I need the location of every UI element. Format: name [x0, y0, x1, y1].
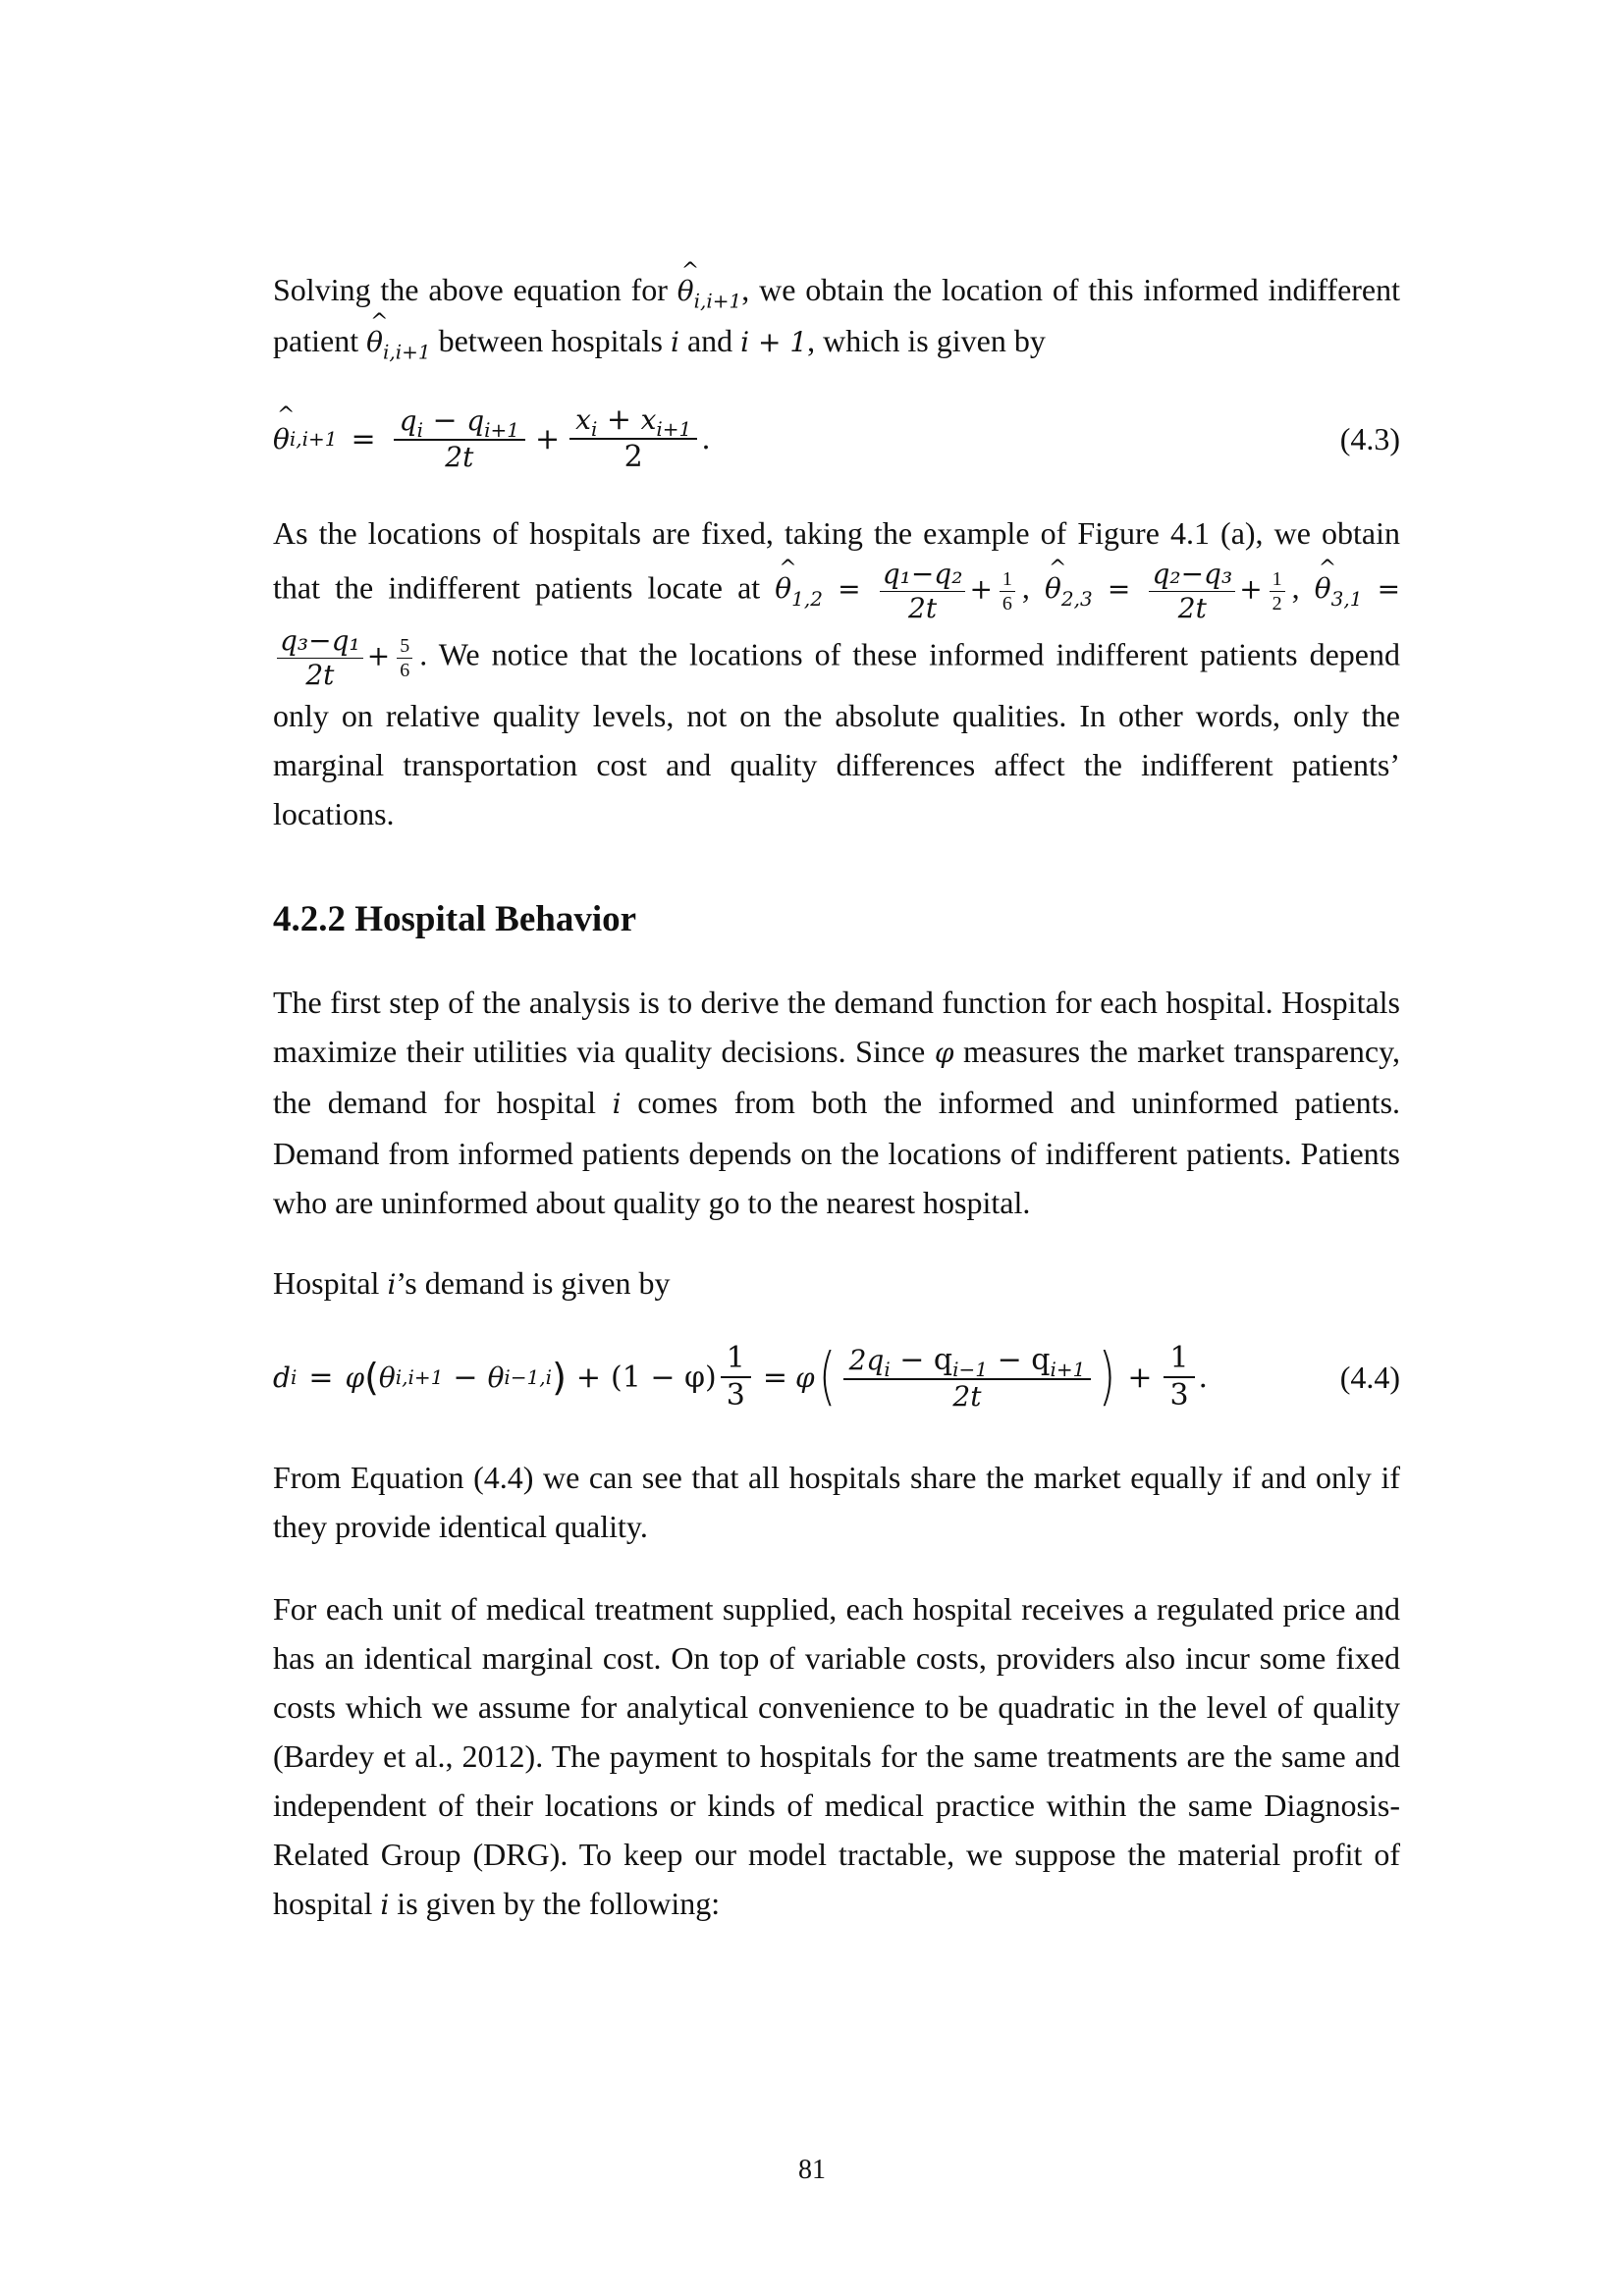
plus-sign: +	[535, 421, 561, 456]
text: and	[686, 323, 733, 358]
theta-hat: ^ θ	[273, 423, 290, 455]
text: Hospital	[273, 1265, 380, 1302]
theta-hat: ^ θ	[366, 318, 383, 367]
fraction: $\frac{\text{q₁−q₂}}{2t}$	[880, 558, 966, 624]
fraction: $\frac{\text{q₃−q₁}}{2t}$	[277, 624, 363, 691]
paragraph-5: From Equation (4.4) we can see that all hospitals share the market equally if and only if they provide identical quality.	[273, 1460, 1400, 1545]
equation-number: (4.4)	[1339, 1359, 1400, 1395]
subscript: i,i+1	[382, 340, 431, 364]
fraction: $\frac{1}{2}$	[1267, 567, 1288, 615]
subscript: i,i+1	[693, 289, 742, 313]
math-var: i	[670, 326, 679, 358]
text: between hospitals	[438, 323, 663, 358]
theta-hat: ^ θ	[775, 564, 791, 614]
math-var: i	[380, 1889, 390, 1922]
text: Solving the above equation for	[273, 272, 668, 307]
math-var: i	[387, 1268, 397, 1302]
text: As the locations of hospitals are fixed, taking the example of Figure 4.1 (a), we obtain that the indifferent patients locate at	[273, 515, 1400, 606]
text: comes from both the informed and uninformed patients. Demand from informed patients depends on the locations of indifferent patients. Patients who are uninformed about quality go to the nearest hospital.	[273, 1085, 1401, 1221]
math-var: φ	[934, 1037, 954, 1070]
text: . We notice that the locations of these informed indifferent patients depend only on relative quality levels, not on the absolute qualities. In other words, only the marginal transportation cost and quality differences affect the indifferent patients’ locations.	[273, 636, 1400, 832]
fraction-location-avg: $\frac{x_i + x_{i+1}}{2}$	[569, 402, 697, 475]
text: is given by the following:	[397, 1886, 721, 1922]
fraction: $\frac{\text{q₂−q₃}}{2t}$	[1149, 558, 1235, 624]
fraction-one-third: $\frac{1}{3}$	[1164, 1341, 1194, 1414]
equation-4-3: ^ θ i,i+1 = $\frac{q_i - q_{i+1}}{2t}$ + $\frac{x_i + x_{i+1}}{2}$ . (4.3)	[273, 385, 1400, 493]
period: .	[701, 421, 711, 456]
section-heading: 4.2.2 Hospital Behavior	[273, 899, 637, 940]
fraction: $\frac{5}{6}$	[394, 634, 415, 682]
subscript: 1,2	[791, 586, 823, 611]
subscript: 3,1	[1330, 586, 1363, 611]
equals-sign: =	[351, 421, 376, 456]
text: , we obtain the location of this informed indifferent patient	[273, 272, 1401, 358]
text: For each unit of medical treatment supplied, each hospital receives a regulated price and has an identical marginal cost. On top of variable costs, providers also incur some fixed costs which we assume for analytical convenience to be quadratic in the level of quality (Bardey et al., 2012). The payment to hospitals for the same treatments are the same and independent of their locations or kinds of medical practice within the same Diagnosis-Related Group (DRG). To keep our model tractable, we suppose the material profit of hospital	[273, 1591, 1400, 1922]
theta-hat: ^ θ	[677, 267, 694, 316]
paragraph-3	[273, 978, 1400, 1227]
page-body	[273, 265, 1400, 1930]
text: ’s demand is given by	[396, 1265, 671, 1302]
subscript: 2,3	[1060, 586, 1093, 611]
paragraph-4	[273, 1258, 1400, 1309]
paragraph-6	[273, 1584, 1400, 1930]
page-number: 81	[798, 2155, 826, 2185]
paragraph-1	[273, 265, 1400, 367]
math-var: i	[612, 1088, 622, 1121]
math-expr: i + 1	[740, 326, 808, 358]
theta-hat: ^ θ	[1045, 564, 1061, 614]
paragraph-2: As the locations of hospitals are fixed, taking the example of Figure 4.1 (a), we obtain that the indifferent patients locate at ^ $\theta_{1,2}$ = $\frac{\text{q₁−q₂}}{2t}$ + $\frac{1}{6}$ , ^ $\theta_{2,3}$ = $\frac{\text{q₂−q₃}}{2t}$ + $\frac{1}{2}$ , ^ $\theta_{3,1}$ = $\frac{\text{q₃−q₁}}{2t}$ + $\frac{5}{6}$ . We notice that the locations of these informed indifferent patients depend only on relative quality levels, not on the absolute qualities. In other words, only the marginal transportation cost and quality differences affect the indifferent patients’ locations.	[273, 508, 1400, 838]
fraction-quality: $\frac{2q_i - q_{i-1} - q_{i+1}}{2t}$	[843, 1343, 1092, 1414]
equation-4-4: d i = φ ( θ i,i+1 − θ i−1,i ) + (1 − φ) $\frac{1}{3}$ = φ ( $\frac{2q_i - q_{i-1} - q_{i+1}}{2t}$ ) + $\frac{1}{3}$ . (4.4)	[273, 1323, 1400, 1431]
fraction-quality-diff: $\frac{q_i - q_{i+1}}{2t}$	[394, 403, 525, 474]
text: The first step of the analysis is to derive the demand function for each hospital. Hospitals maximize their utilities via quality decisions. Since	[273, 985, 1400, 1070]
text: , which is given by	[807, 323, 1046, 358]
text: measures the market transparency, the demand for hospital	[273, 1034, 1401, 1121]
fraction: $\frac{1}{6}$	[997, 567, 1018, 615]
equation-number: (4.3)	[1339, 420, 1400, 456]
theta-hat: ^ θ	[1315, 564, 1331, 614]
fraction-one-third: $\frac{1}{3}$	[721, 1341, 751, 1414]
